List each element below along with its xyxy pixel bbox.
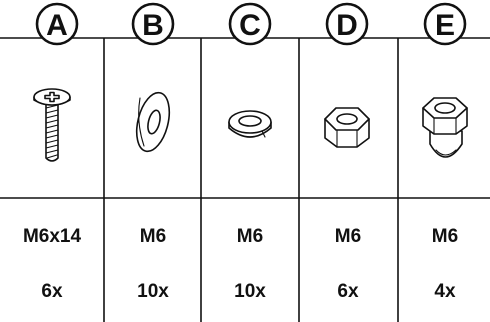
part-a-quantity: 6x [41, 281, 63, 302]
part-e-size: M6 [431, 226, 459, 247]
badge-a [37, 4, 77, 44]
screw-icon [34, 89, 70, 161]
part-d-quantity: 6x [337, 281, 359, 302]
svg-text:C: C [239, 9, 261, 42]
part-c-quantity: 10x [234, 281, 266, 302]
cap-nut-icon [423, 98, 467, 157]
spring-washer-icon [229, 111, 271, 137]
table-grid [0, 38, 490, 322]
badge-c [230, 4, 270, 44]
badge-b [133, 4, 173, 44]
part-c-size: M6 [236, 226, 264, 247]
flat-washer-icon [131, 89, 175, 154]
part-e-quantity: 4x [434, 281, 456, 302]
badge-e [425, 4, 465, 44]
part-b-quantity: 10x [137, 281, 169, 302]
svg-text:B: B [142, 9, 164, 42]
part-a-size: M6x14 [22, 226, 82, 247]
svg-text:E: E [434, 9, 456, 42]
badge-d [327, 4, 367, 44]
part-b-size: M6 [139, 226, 167, 247]
part-d-size: M6 [334, 226, 362, 247]
hex-nut-icon [325, 108, 369, 147]
svg-text:D: D [336, 9, 358, 42]
svg-text:A: A [46, 9, 68, 42]
